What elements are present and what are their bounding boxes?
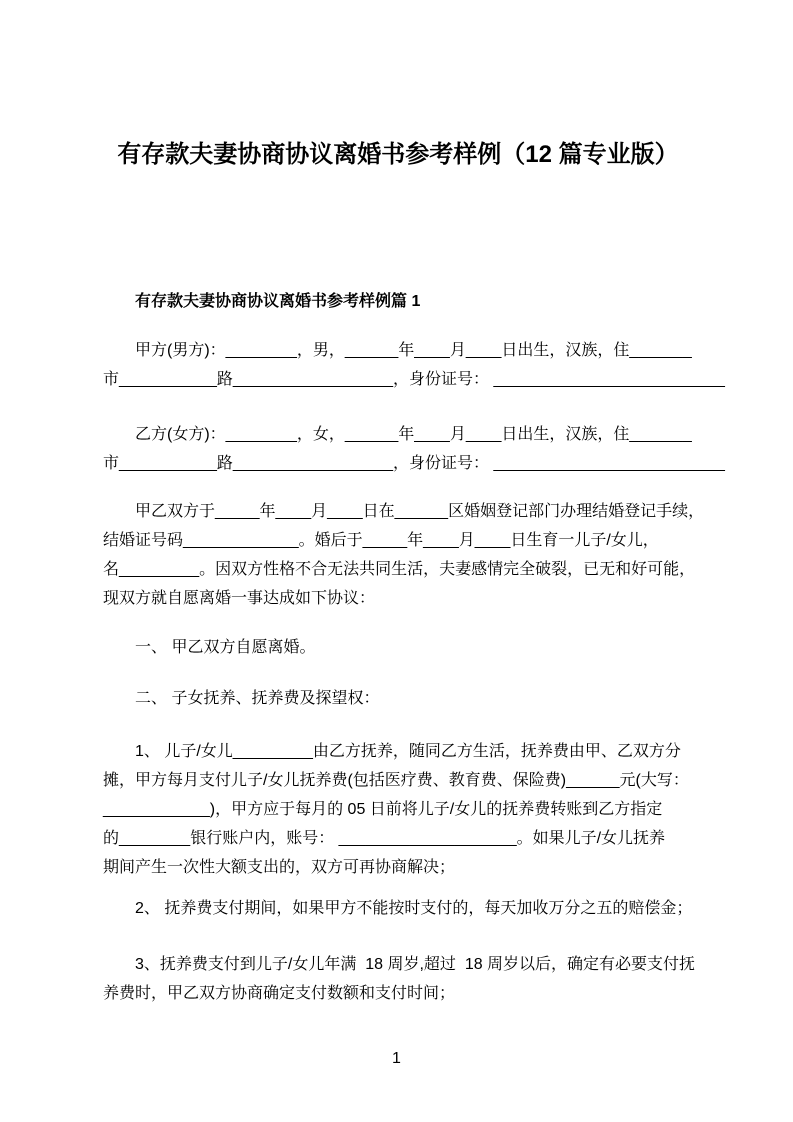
party-b-line-2: 市___________路__________________，身份证号： __________________________ [103, 455, 725, 472]
clause-one [103, 633, 693, 662]
item-1-line-1: 1、 儿子/女儿_________由乙方抚养，随同乙方生活，抚养费由甲、乙双方分 [135, 743, 681, 760]
item-1-line-3: ____________)，甲方应于每月的 05 日前将儿子/女儿的抚养费转账到乙方指定 [103, 801, 663, 818]
item-1-line-5: 期间产生一次性大额支出的，双方可再协商解决； [103, 859, 456, 876]
item-1-line-2: 摊，甲方每月支付儿子/女儿抚养费(包括医疗费、教育费、保险费)______元(大写： [103, 772, 689, 789]
clause-two [103, 684, 693, 713]
item-3-line-2: 养费时，甲乙双方协商确定支付数额和支付时间； [103, 985, 456, 1002]
item-3-line-1: 3、抚养费支付到儿子/女儿年满 18 周岁,超过 18 周岁以后，确定有必要支付抚 [135, 956, 696, 973]
party-a-line-1: 甲方(男方)：________，男，______年____月____日出生，汉族，住_______ [135, 342, 692, 359]
marriage-info-line-1: 甲乙双方于_____年____月____日在______区婚姻登记部门办理结婚登记手续， [135, 503, 705, 520]
marriage-info-line-3: 名_________。因双方性格不合无法共同生活，夫妻感情完全破裂，已无和好可能， [103, 561, 696, 578]
paragraph-party-a [103, 336, 725, 394]
item-2-line-1: 2、 抚养费支付期间，如果甲方不能按时支付的，每天加收万分之五的赔偿金； [135, 900, 693, 917]
marriage-info-line-4: 现双方就自愿离婚一事达成如下协议： [103, 590, 376, 607]
document-title: 有存款夫妻协商协议离婚书参考样例（12 篇专业版） [117, 141, 679, 168]
section-heading: 有存款夫妻协商协议离婚书参考样例篇 1 [135, 293, 421, 310]
clause-two-item-1 [103, 737, 693, 882]
clause-one-line-1: 一、 甲乙双方自愿离婚。 [135, 639, 316, 656]
clause-two-item-3 [103, 950, 696, 1008]
paragraph-marriage-info [103, 497, 705, 613]
party-a-line-2: 市___________路__________________，身份证号： __________________________ [103, 371, 725, 388]
paragraph-party-b [103, 420, 725, 478]
item-1-line-4: 的________银行账户内，账号： ____________________。如果儿子/女儿抚养 [103, 830, 666, 847]
clause-two-item-2 [103, 894, 693, 923]
clause-two-line-1: 二、 子女抚养、抚养费及探望权： [135, 690, 380, 707]
page-number: 1 [392, 1050, 401, 1067]
party-b-line-1: 乙方(女方)：________，女，______年____月____日出生，汉族，住_______ [135, 426, 692, 443]
marriage-info-line-2: 结婚证号码_____________。婚后于_____年____月____日生育一儿子/女儿， [103, 532, 659, 549]
